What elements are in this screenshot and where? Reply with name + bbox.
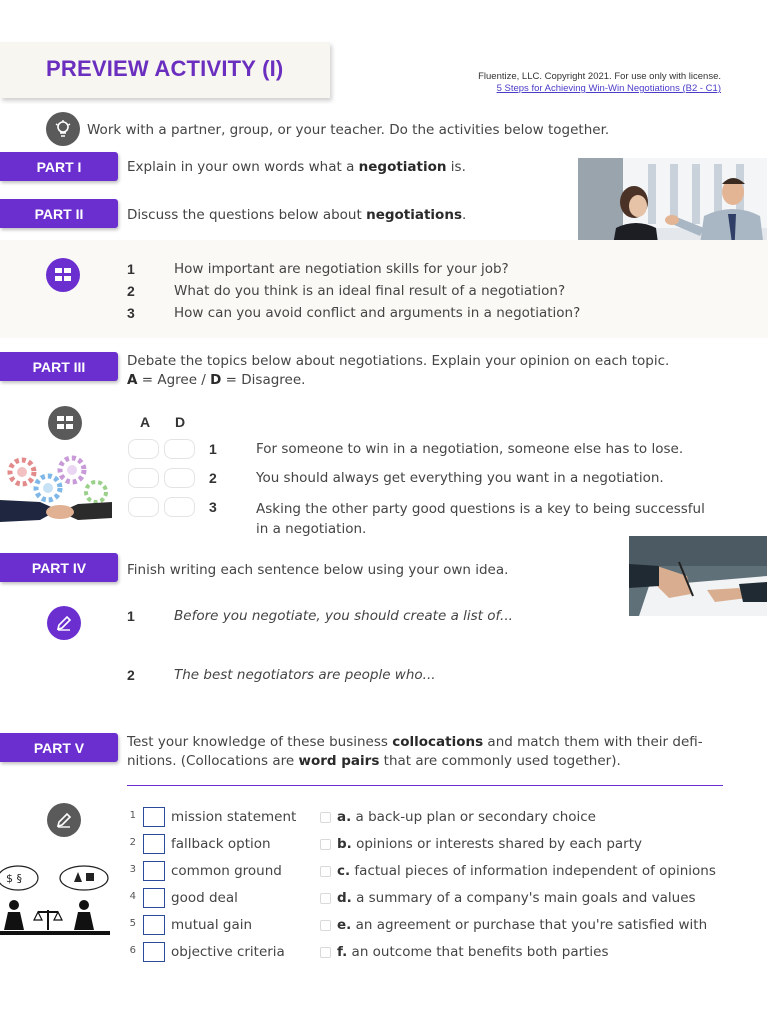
term-3-number: 3: [129, 864, 136, 875]
definition-f-checkbox[interactable]: [320, 947, 331, 958]
definition-d-checkbox[interactable]: [320, 893, 331, 904]
term-4-text: good deal: [171, 890, 238, 906]
definition-a-checkbox[interactable]: [320, 812, 331, 823]
lesson-link[interactable]: 5 Steps for Achieving Win-Win Negotiations (B2 - C1): [496, 83, 721, 94]
term-2-number: 2: [129, 837, 136, 848]
definition-e: e. an agreement or purchase that you're satisfied with: [337, 917, 708, 933]
disagree-choice-3[interactable]: [164, 497, 195, 517]
part-1-instruction: Explain in your own words what a negotiation is.: [127, 159, 466, 175]
sentence-1-number: 1: [127, 608, 135, 624]
part-2-instruction: Discuss the questions below about negotiations.: [127, 207, 467, 223]
agree-choice-1[interactable]: [128, 439, 159, 459]
term-1-answer-box[interactable]: [143, 807, 165, 827]
definition-b-checkbox[interactable]: [320, 839, 331, 850]
term-2-text: fallback option: [171, 836, 271, 852]
section-divider: [127, 785, 723, 786]
question-1-text: How important are negotiation skills for your job?: [174, 261, 509, 277]
part-5-tab: PART V: [0, 733, 118, 762]
definition-a: a. a back-up plan or secondary choice: [337, 809, 596, 825]
disagree-choice-1[interactable]: [164, 439, 195, 459]
part-2-tab: PART II: [0, 199, 118, 228]
negotiation-scale-illustration: [0, 860, 112, 940]
term-2-answer-box[interactable]: [143, 834, 165, 854]
part-1-tab: PART I: [0, 152, 118, 181]
definition-f: f. an outcome that benefits both parties: [337, 944, 609, 960]
term-5-answer-box[interactable]: [143, 915, 165, 935]
debate-2-text: You should always get everything you want in a negotiation.: [256, 470, 664, 486]
copyright-block: [478, 71, 721, 95]
term-4-answer-box[interactable]: [143, 888, 165, 908]
term-5-number: 5: [129, 918, 136, 929]
handshake-gears-illustration: [0, 450, 112, 530]
debate-icon: [48, 406, 82, 440]
part-3-tab: PART III: [0, 352, 118, 381]
term-3-answer-box[interactable]: [143, 861, 165, 881]
term-6-text: objective criteria: [171, 944, 285, 960]
term-5-text: mutual gain: [171, 917, 253, 933]
sentence-2-number: 2: [127, 667, 135, 683]
debate-3-number: 3: [209, 499, 217, 515]
term-4-number: 4: [129, 891, 136, 902]
term-1-text: mission statement: [171, 809, 297, 825]
question-3-text: How can you avoid conflict and arguments in a negotiation?: [174, 305, 581, 321]
page-title: PREVIEW ACTIVITY (I): [46, 56, 284, 81]
question-2-number: 2: [127, 283, 135, 299]
definition-d: d. a summary of a company's main goals and values: [337, 890, 696, 906]
definition-e-checkbox[interactable]: [320, 920, 331, 931]
column-agree-label: A: [140, 414, 151, 430]
column-disagree-label: D: [175, 414, 186, 430]
part-3-instruction: Debate the topics below about negotiations. Explain your opinion on each topic. A = Agree / D = Disagree.: [127, 353, 670, 388]
term-6-answer-box[interactable]: [143, 942, 165, 962]
pencil-icon: [47, 803, 81, 837]
question-2-text: What do you think is an ideal final result of a negotiation?: [174, 283, 566, 299]
signing-photo: [629, 536, 767, 616]
agree-choice-3[interactable]: [128, 497, 159, 517]
copyright-text: Fluentize, LLC. Copyright 2021. For use only with license.: [478, 71, 721, 82]
sentence-2-text: The best negotiators are people who...: [174, 667, 436, 683]
disagree-choice-2[interactable]: [164, 468, 195, 488]
term-1-number: 1: [129, 810, 136, 821]
term-6-number: 6: [129, 945, 136, 956]
debate-2-number: 2: [209, 470, 217, 486]
idea-icon: [46, 112, 80, 146]
discussion-icon: [46, 258, 80, 292]
part-4-instruction: Finish writing each sentence below using your own idea.: [127, 562, 509, 578]
question-3-number: 3: [127, 305, 135, 321]
title-box: [0, 42, 330, 98]
pencil-icon: [47, 606, 81, 640]
debate-1-number: 1: [209, 441, 217, 457]
question-1-number: 1: [127, 261, 135, 277]
sentence-1-text: Before you negotiate, you should create a list of...: [174, 608, 513, 624]
term-3-text: common ground: [171, 863, 282, 879]
part-5-instruction: Test your knowledge of these business collocations and match them with their defi- nitions. (Collocations are word pairs that are commonly used together).: [127, 734, 703, 769]
part-4-tab: PART IV: [0, 553, 118, 582]
definition-c-checkbox[interactable]: [320, 866, 331, 877]
debate-3-text: Asking the other party good questions is a key to being successful in a negotiation.: [256, 501, 705, 537]
definition-c: c. factual pieces of information independent of opinions: [337, 863, 716, 879]
svg-text:$ §: $ §: [6, 872, 22, 885]
agree-choice-2[interactable]: [128, 468, 159, 488]
debate-1-text: For someone to win in a negotiation, someone else has to lose.: [256, 441, 684, 457]
intro-text: Work with a partner, group, or your teacher. Do the activities below together.: [87, 122, 610, 138]
definition-b: b. opinions or interests shared by each party: [337, 836, 642, 852]
